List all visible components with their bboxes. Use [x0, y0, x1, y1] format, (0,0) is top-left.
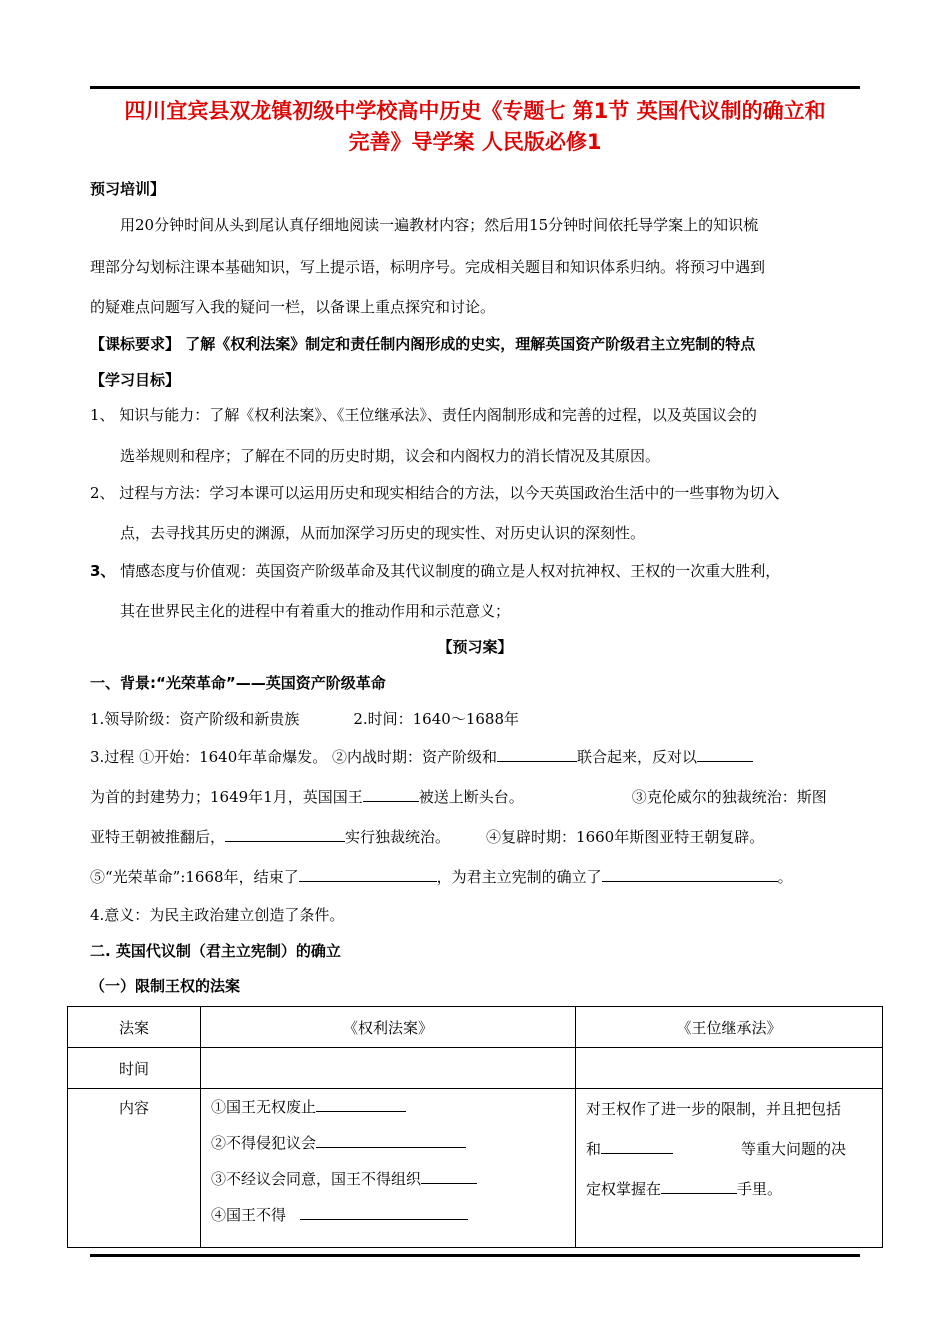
goal-2-line-1: 2、 过程与方法：学习本课可以运用历史和现实相结合的方法，以今天英国政治生活中的一些事物为切入 [90, 484, 780, 502]
label-content: 内容 [68, 1089, 201, 1248]
bill-table [67, 1006, 883, 1248]
time-period: 2.时间：1640～1688年 [353, 710, 519, 728]
process-line-3 [90, 826, 764, 847]
leading-class-line [90, 708, 519, 729]
process-line-4 [90, 866, 793, 887]
document-title [90, 96, 860, 158]
blank-succession-2[interactable] [661, 1179, 737, 1194]
process-line-1 [90, 746, 753, 767]
bill-item-4 [201, 1197, 575, 1233]
top-rule [90, 86, 860, 89]
goal-1-line-2: 选举规则和程序；了解在不同的历史时期，议会和内阁权力的消长情况及其原因。 [120, 447, 661, 465]
cromwell-text: ③克伦威尔的独裁统治：斯图 [631, 788, 827, 806]
blank-bill-item-1[interactable] [316, 1097, 406, 1112]
blank-king-name[interactable] [363, 787, 419, 802]
header-bill: 法案 [68, 1007, 201, 1048]
section-2-heading: 二. 英国代议制（君主立宪制）的确立 [90, 942, 341, 960]
section-1-heading: 一、背景:“光荣革命”——英国资产阶级革命 [90, 674, 386, 692]
table-header-row [68, 1007, 883, 1048]
blank-feudal-leader[interactable] [697, 747, 753, 762]
cell-content-bill-of-rights [201, 1089, 576, 1248]
succession-line-3 [576, 1169, 882, 1209]
blank-succession-1[interactable] [601, 1139, 673, 1154]
cell-time-act-of-settlement[interactable] [576, 1048, 883, 1089]
execution-text: 为首的封建势力；1649年1月，英国国王 [90, 788, 363, 806]
cell-time-bill-of-rights[interactable] [201, 1048, 576, 1089]
preview-paragraph-2: 理部分勾划标注课本基础知识，写上提示语，标明序号。完成相关题目和知识体系归纳。将预习中遇到 [90, 258, 766, 276]
succession-line-1: 对王权作了进一步的限制，并且把包括 [586, 1100, 842, 1118]
header-act-of-settlement: 《王位继承法》 [576, 1007, 883, 1048]
restoration-text: ④复辟时期：1660年斯图亚特王朝复辟。 [486, 828, 765, 846]
goal-2-line-2: 点，去寻找其历史的渊源，从而加深学习历史的现实性、对历史认识的深刻性。 [120, 524, 646, 542]
section-2-sub-1: （一）限制王权的法案 [90, 977, 241, 995]
process-oppose-text: 联合起来，反对以 [577, 748, 698, 766]
preview-heading: 预习培训】 [90, 180, 166, 198]
succession-issues: 等重大问题的决 [741, 1140, 847, 1158]
bill-item-4-text: ④国王不得 [211, 1206, 287, 1224]
bill-item-1-text: ①国王无权废止 [211, 1098, 317, 1116]
goal-3-line-1 [90, 560, 780, 581]
bill-item-1 [201, 1089, 575, 1125]
period-mark: 。 [777, 868, 793, 886]
glorious-revolution-text: ⑤“光荣革命”:1668年，结束了 [90, 868, 299, 886]
succession-line-2 [576, 1129, 882, 1169]
learning-goals-heading: 【学习目标】 [90, 371, 181, 389]
preview-paragraph-3: 的疑难点问题写入我的疑问一栏，以备课上重点探究和讨论。 [90, 298, 496, 316]
stuart-overthrown-text: 亚特王朝被推翻后， [90, 828, 226, 846]
preview-paragraph-1: 用20分钟时间从头到尾认真仔细地阅读一遍教材内容；然后用15分钟时间依托导学案上的知识梳 [120, 216, 759, 234]
goal-3-text: 情感态度与价值观：英国资产阶级革命及其代议制度的确立是人权对抗神权、王权的一次重大胜利， [115, 562, 781, 580]
constitutional-text: ，为君主立宪制的确立了 [436, 868, 602, 886]
title-line-2: 完善》导学案 人民版必修1 [348, 130, 602, 154]
blank-bill-item-3[interactable] [421, 1169, 477, 1184]
leading-class: 1.领导阶级：资产阶级和新贵族 [90, 710, 300, 728]
cell-content-act-of-settlement [576, 1089, 883, 1248]
significance-line: 4.意义：为民主政治建立创造了条件。 [90, 906, 345, 924]
blank-bill-item-4[interactable] [300, 1205, 468, 1220]
succession-power: 定权掌握在 [586, 1180, 662, 1198]
bottom-rule [90, 1254, 860, 1257]
bill-item-2 [201, 1125, 575, 1161]
bill-item-3 [201, 1161, 575, 1197]
blank-dictator[interactable] [225, 827, 345, 842]
bill-item-2-text: ②不得侵犯议会 [211, 1134, 317, 1152]
curriculum-requirement: 【课标要求】 了解《权利法案》制定和责任制内阁形成的史实，理解英国资产阶级君主立宪制的特点 [90, 335, 756, 353]
process-start-text: 3.过程 ①开始：1640年革命爆发。 ②内战时期：资产阶级和 [90, 748, 498, 766]
blank-allied-class[interactable] [497, 747, 577, 762]
header-bill-of-rights: 《权利法案》 [201, 1007, 576, 1048]
label-time: 时间 [68, 1048, 201, 1089]
bill-item-3-text: ③不经议会同意，国王不得组织 [211, 1170, 422, 1188]
preview-case-heading: 【预习案】 [437, 638, 513, 656]
process-line-2 [90, 786, 827, 807]
title-line-1: 四川宜宾县双龙镇初级中学校高中历史《专题七 第1节 英国代议制的确立和 [124, 99, 826, 123]
table-row-time [68, 1048, 883, 1089]
blank-ended[interactable] [299, 867, 437, 882]
blank-established[interactable] [602, 867, 778, 882]
goal-3-number: 3、 [90, 562, 116, 580]
succession-hands: 手里。 [737, 1180, 783, 1198]
succession-and: 和 [586, 1140, 602, 1158]
goal-3-line-2: 其在世界民主化的进程中有着重大的推动作用和示范意义； [120, 602, 511, 620]
goal-1-line-1: 1、 知识与能力：了解《权利法案》、《王位继承法》、责任内阁制形成和完善的过程，以及英国议会的 [90, 406, 757, 424]
table-row-content [68, 1089, 883, 1248]
dictatorship-text: 实行独裁统治。 [345, 828, 451, 846]
blank-bill-item-2[interactable] [316, 1133, 466, 1148]
guillotine-text: 被送上断头台。 [418, 788, 524, 806]
